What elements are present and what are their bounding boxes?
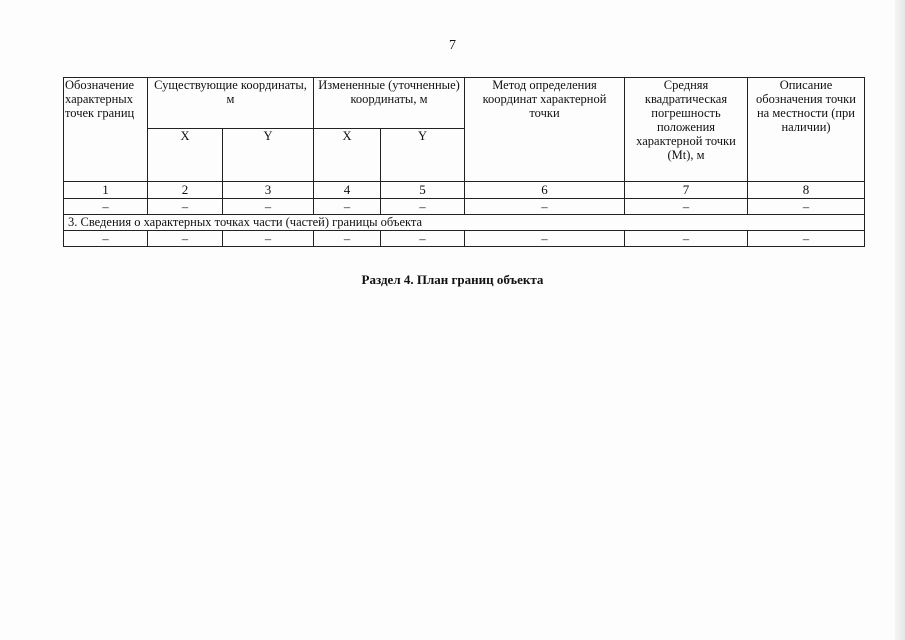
table-cell: – xyxy=(748,199,865,215)
column-number: 3 xyxy=(223,182,314,199)
table-cell: – xyxy=(64,231,148,247)
table-cell: – xyxy=(314,231,381,247)
header-existing-x: X xyxy=(148,129,223,182)
column-number: 6 xyxy=(465,182,625,199)
table-cell: – xyxy=(748,231,865,247)
table-cell: – xyxy=(223,231,314,247)
header-description: Описание обозначения точки на местности (при наличии) xyxy=(748,78,865,182)
table-cell: – xyxy=(314,199,381,215)
section-4-heading: Раздел 4. План границ объекта xyxy=(361,272,544,287)
table-row xyxy=(64,231,865,247)
header-changed-y: Y xyxy=(381,129,465,182)
column-number: 5 xyxy=(381,182,465,199)
column-number: 2 xyxy=(148,182,223,199)
table-cell: – xyxy=(465,231,625,247)
column-number: 4 xyxy=(314,182,381,199)
table-cell: – xyxy=(465,199,625,215)
table-cell: – xyxy=(223,199,314,215)
scan-edge-shadow xyxy=(895,0,905,640)
column-number-row xyxy=(64,182,865,199)
section-3-row xyxy=(64,215,865,231)
header-method: Метод определения координат характерной точки xyxy=(465,78,625,182)
header-changed-coordinates: Измененные (уточненные) координаты, м xyxy=(314,78,465,129)
table-cell: – xyxy=(148,199,223,215)
table-cell: – xyxy=(381,199,465,215)
table-cell: – xyxy=(64,199,148,215)
table-cell: – xyxy=(381,231,465,247)
header-existing-coordinates: Существующие координаты, м xyxy=(148,78,314,129)
section-3-title: 3. Сведения о характерных точках части (частей) границы объекта xyxy=(64,215,865,231)
column-number: 7 xyxy=(625,182,748,199)
header-designation: Обозначение характерных точек границ xyxy=(64,78,148,182)
table-header-row xyxy=(64,78,865,129)
column-number: 8 xyxy=(748,182,865,199)
boundary-points-table xyxy=(63,77,865,247)
table-cell: – xyxy=(148,231,223,247)
table-row xyxy=(64,199,865,215)
table-cell: – xyxy=(625,199,748,215)
header-changed-x: X xyxy=(314,129,381,182)
header-existing-y: Y xyxy=(223,129,314,182)
page-number: 7 xyxy=(449,38,456,53)
column-number: 1 xyxy=(64,182,148,199)
header-accuracy: Средняя квадратическая погрешность положения характерной точки (Mt), м xyxy=(625,78,748,182)
table-cell: – xyxy=(625,231,748,247)
